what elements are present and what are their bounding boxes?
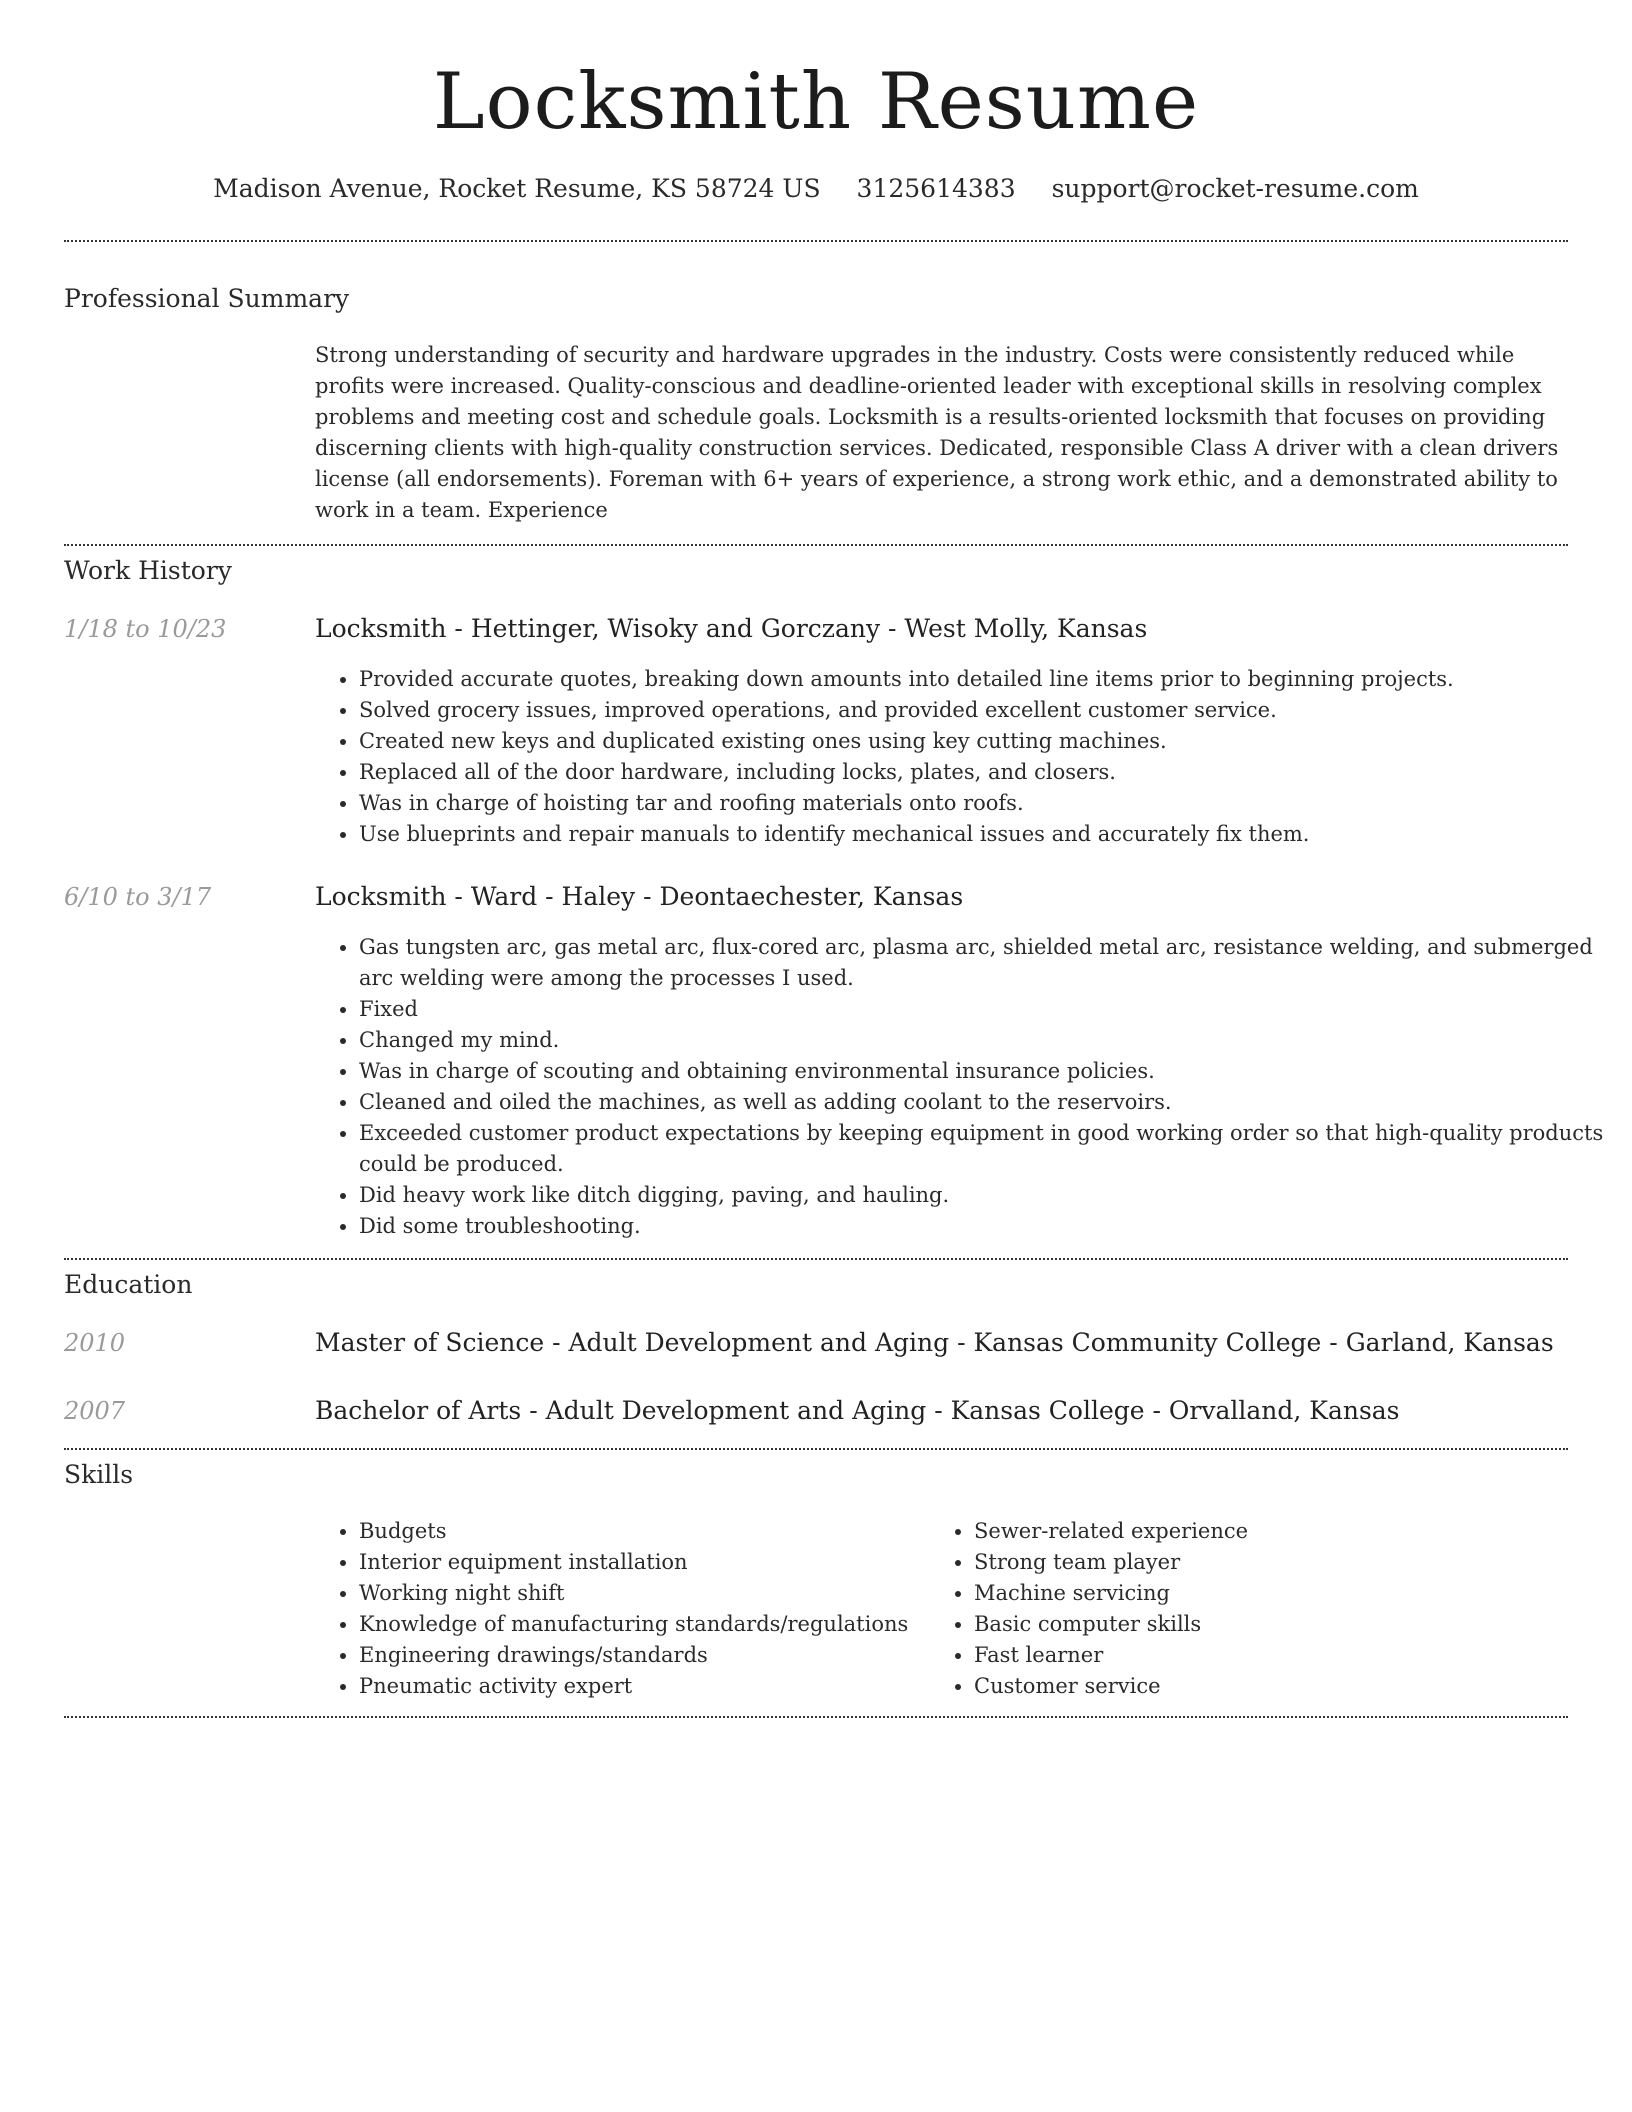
job-bullet: • Use blueprints and repair manuals to identify mechanical issues and accurately fix them.	[359, 819, 1612, 850]
job-bullet: • Gas tungsten arc, gas metal arc, flux-cored arc, plasma arc, shielded metal arc, resistance welding, and submerged arc welding were among the processes I used.	[359, 932, 1612, 994]
education-year: 2010	[64, 1329, 126, 1357]
skills-list-right	[930, 1516, 1589, 1702]
skill-item: • Interior equipment installation	[359, 1547, 974, 1578]
job-bullet: • Provided accurate quotes, breaking down amounts into detailed line items prior to beginning projects.	[359, 664, 1612, 695]
skill-item: • Sewer-related experience	[974, 1516, 1589, 1547]
job-bullet: • Did some troubleshooting.	[359, 1211, 1612, 1242]
education-year: 2007	[64, 1397, 126, 1425]
section-heading-work-history: Work History	[64, 556, 232, 585]
contact-line	[0, 172, 1632, 206]
skill-item: • Strong team player	[974, 1547, 1589, 1578]
divider	[64, 1258, 1568, 1260]
skill-item: • Knowledge of manufacturing standards/regulations	[359, 1609, 974, 1640]
skill-item: • Customer service	[974, 1671, 1589, 1702]
job-bullet: • Fixed	[359, 994, 1612, 1025]
skill-item: • Working night shift	[359, 1578, 974, 1609]
divider	[64, 544, 1568, 546]
education-title: Master of Science - Adult Development and Aging - Kansas Community College - Garland, Kansas	[315, 1328, 1554, 1357]
job-bullet: • Cleaned and oiled the machines, as well as adding coolant to the reservoirs.	[359, 1087, 1612, 1118]
education-title: Bachelor of Arts - Adult Development and Aging - Kansas College - Orvalland, Kansas	[315, 1396, 1400, 1425]
job-bullet: • Exceeded customer product expectations by keeping equipment in good working order so that high-quality products could be produced.	[359, 1118, 1612, 1180]
skill-item: • Fast learner	[974, 1640, 1589, 1671]
contact-email: support@rocket-resume.com	[1051, 174, 1419, 203]
skill-item: • Machine servicing	[974, 1578, 1589, 1609]
divider	[64, 240, 1568, 242]
job-bullet: • Created new keys and duplicated existing ones using key cutting machines.	[359, 726, 1612, 757]
job-bullet: • Did heavy work like ditch digging, paving, and hauling.	[359, 1180, 1612, 1211]
skill-item: • Basic computer skills	[974, 1609, 1589, 1640]
job-bullets	[315, 932, 1612, 1242]
section-heading-skills: Skills	[64, 1460, 134, 1489]
skill-item: • Pneumatic activity expert	[359, 1671, 974, 1702]
contact-phone: 3125614383	[856, 174, 1016, 203]
job-title: Locksmith - Hettinger, Wisoky and Gorczany - West Molly, Kansas	[315, 614, 1148, 643]
skill-item: • Budgets	[359, 1516, 974, 1547]
divider	[64, 1716, 1568, 1718]
divider	[64, 1448, 1568, 1450]
job-dates: 1/18 to 10/23	[64, 615, 227, 643]
skill-item: • Engineering drawings/standards	[359, 1640, 974, 1671]
job-bullet: • Changed my mind.	[359, 1025, 1612, 1056]
job-bullet: • Solved grocery issues, improved operations, and provided excellent customer service.	[359, 695, 1612, 726]
job-bullet: • Replaced all of the door hardware, including locks, plates, and closers.	[359, 757, 1612, 788]
contact-address: Madison Avenue, Rocket Resume, KS 58724 US	[213, 174, 821, 203]
job-dates: 6/10 to 3/17	[64, 883, 212, 911]
job-title: Locksmith - Ward - Haley - Deontaechester, Kansas	[315, 882, 964, 911]
job-bullets	[315, 664, 1612, 850]
resume-title: Locksmith Resume	[432, 57, 1200, 147]
summary-text: Strong understanding of security and hardware upgrades in the industry. Costs were consistently reduced while profits were increased. Quality-conscious and deadline-oriented leader with exceptional skills in resolving complex problems and meeting cost and schedule goals. Locksmith is a results-oriented locksmith that focuses on providing discerning clients with high-quality construction services. Dedicated, responsible Class A driver with a clean drivers license (all endorsements). Foreman with 6+ years of experience, a strong work ethic, and a demonstrated ability to work in a team. Experience	[315, 343, 1559, 522]
skills-list-left	[315, 1516, 974, 1702]
job-bullet: • Was in charge of hoisting tar and roofing materials onto roofs.	[359, 788, 1612, 819]
job-bullet: • Was in charge of scouting and obtaining environmental insurance policies.	[359, 1056, 1612, 1087]
section-heading-summary: Professional Summary	[64, 284, 350, 313]
section-heading-education: Education	[64, 1270, 193, 1299]
